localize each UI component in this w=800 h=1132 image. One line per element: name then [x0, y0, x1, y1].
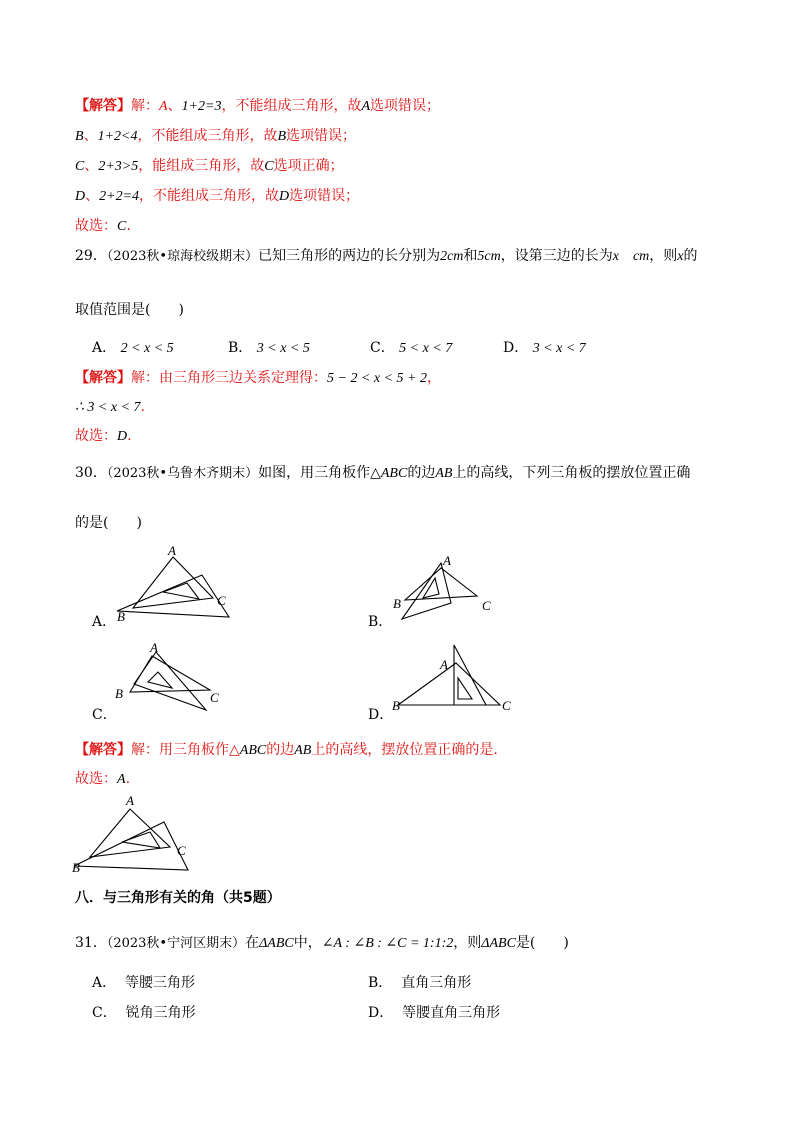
- set-square: [117, 575, 229, 617]
- vertex-label-b: B: [117, 609, 125, 624]
- vertex-label-a: A: [440, 657, 448, 672]
- solution-tag: 【解答】: [75, 98, 131, 114]
- q29-solution: 【解答】解：由三角形三边关系定理得：5 − 2 < x < 5 + 2，: [75, 370, 442, 386]
- vertex-label-c: C: [217, 593, 226, 608]
- vertex-label-a: A: [150, 640, 158, 655]
- q29-answer: 故选：D.: [75, 428, 132, 444]
- q30-option-c[interactable]: C．: [92, 707, 117, 723]
- set-square-inner: [423, 578, 439, 598]
- vertex-label-c: C: [210, 690, 219, 705]
- q30-figure-b: [385, 548, 515, 628]
- q28-solution-line-4: D、2+2=4，不能组成三角形，故D选项错误；: [75, 188, 360, 204]
- q28-answer: 故选：C.: [75, 218, 131, 234]
- answer-paren: ( ): [529, 935, 569, 951]
- set-square-inner: [458, 678, 472, 699]
- set-square: [74, 822, 188, 870]
- q29-option-c[interactable]: C． 5 < x < 7: [370, 340, 453, 356]
- q31-option-a[interactable]: A． 等腰三角形: [92, 975, 196, 991]
- set-square-inner: [148, 672, 172, 688]
- q30-stem: 30．（2023秋•乌鲁木齐期末）如图，用三角板作△ABC的边AB上的高线，下列三角板的摆放位置正确: [75, 465, 691, 481]
- section-title: 八．与三角形有关的角（共5题）: [75, 890, 281, 906]
- triangle-abc: [405, 568, 477, 600]
- q28-solution-line-2: B、1+2<4，不能组成三角形，故B选项错误；: [75, 128, 357, 144]
- q31-option-b[interactable]: B． 直角三角形: [368, 975, 472, 991]
- vertex-label-a: A: [126, 793, 134, 808]
- q30-option-a[interactable]: A．: [92, 614, 117, 630]
- set-square-inner: [122, 832, 160, 848]
- q28-solution-line-3: C、2+3>5，能组成三角形，故C选项正确；: [75, 158, 344, 174]
- q30-option-d[interactable]: D．: [368, 707, 394, 723]
- vertex-label-b: B: [72, 860, 80, 875]
- question-source: （2023秋•宁河区期末）: [106, 936, 246, 951]
- q29-therefore: ∴ 3 < x < 7.: [75, 399, 145, 415]
- answer-paren: ( ): [145, 302, 184, 318]
- triangle-abc: [398, 663, 500, 705]
- set-square-inner: [163, 583, 199, 599]
- q30-answer: 故选：A.: [75, 771, 131, 787]
- vertex-label-a: A: [443, 553, 451, 568]
- vertex-label-c: C: [482, 598, 491, 613]
- vertex-label-b: B: [392, 698, 400, 713]
- q30-figure-c: [110, 640, 230, 715]
- vertex-label-c: C: [502, 698, 511, 713]
- vertex-label-b: B: [115, 686, 123, 701]
- q30-option-b[interactable]: B．: [368, 614, 393, 630]
- q30-solution: 【解答】解：用三角板作△ABC的边AB上的高线，摆放位置正确的是.: [75, 742, 498, 758]
- vertex-label-b: B: [393, 596, 401, 611]
- triangle-abc: [90, 809, 170, 857]
- q31-stem: 31．（2023秋•宁河区期末）在ΔABC中，∠A : ∠B : ∠C = 1:1:2，则ΔABC是( ): [75, 935, 569, 951]
- vertex-label-a: A: [168, 545, 176, 558]
- solution-tag: 【解答】: [75, 742, 131, 758]
- set-square: [402, 563, 451, 619]
- answer-paren: ( ): [103, 515, 142, 531]
- q28-solution-line-1: 【解答】解：A、1+2=3，不能组成三角形，故A选项错误；: [75, 98, 441, 114]
- q29-stem-line2: 取值范围是( ): [75, 302, 184, 318]
- question-source: （2023秋•乌鲁木齐期末）: [106, 466, 259, 481]
- solution-tag: 【解答】: [75, 370, 131, 386]
- q30-figure-a: [105, 545, 245, 630]
- q31-option-d[interactable]: D． 等腰直角三角形: [368, 1005, 501, 1021]
- q29-stem: 29．（2023秋•琼海校级期末）已知三角形的两边的长分别为2cm和5cm，设第三边的长为x cm，则x的: [75, 248, 698, 264]
- q29-option-d[interactable]: D． 3 < x < 7: [503, 340, 586, 356]
- triangle-abc: [133, 557, 213, 608]
- q30-figure-d: [390, 642, 520, 717]
- q29-option-a[interactable]: A． 2 < x < 5: [92, 340, 174, 356]
- q31-option-c[interactable]: C． 锐角三角形: [92, 1005, 196, 1021]
- q30-stem-line2: 的是( ): [75, 515, 142, 531]
- q29-option-b[interactable]: B． 3 < x < 5: [228, 340, 310, 356]
- q30-solution-figure: [70, 792, 195, 877]
- vertex-label-c: C: [177, 843, 186, 858]
- question-source: （2023秋•琼海校级期末）: [106, 249, 259, 264]
